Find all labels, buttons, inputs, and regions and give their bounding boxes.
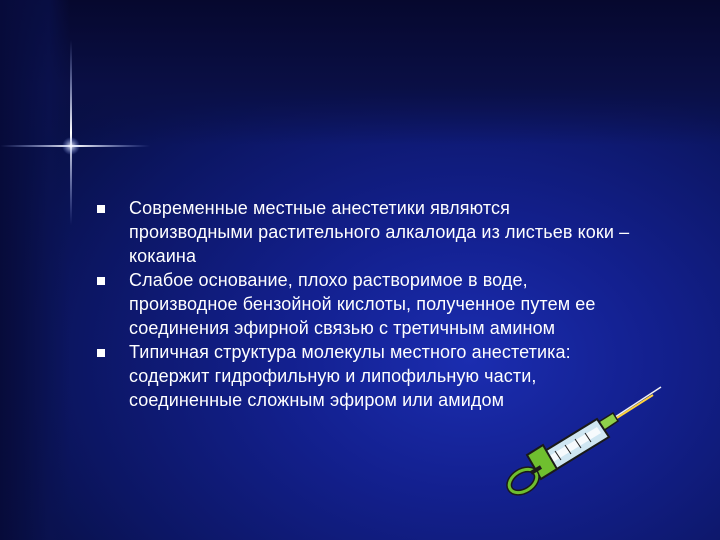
slide-left-band xyxy=(0,0,70,540)
bullet-text: Слабое основание, плохо растворимое в воде, производное бензойной кислоты, полученное путем ее соединения эфирной связью с третичным амином xyxy=(129,270,596,338)
syringe-icon xyxy=(505,385,665,505)
bullet-text: Современные местные анестетики являются производными растительного алкалоида из листьев коки – кокаина xyxy=(129,198,630,266)
bullet-text: Типичная структура молекулы местного анестетика: содержит гидрофильную и липофильную части, соединенные сложным эфиром или амидом xyxy=(129,342,571,410)
list-item xyxy=(95,196,635,268)
list-item xyxy=(95,268,635,340)
bullet-list xyxy=(95,196,635,412)
bullet-square-icon xyxy=(97,277,105,285)
bullet-square-icon xyxy=(97,349,105,357)
slide-top-band xyxy=(0,0,720,145)
bullet-square-icon xyxy=(97,205,105,213)
